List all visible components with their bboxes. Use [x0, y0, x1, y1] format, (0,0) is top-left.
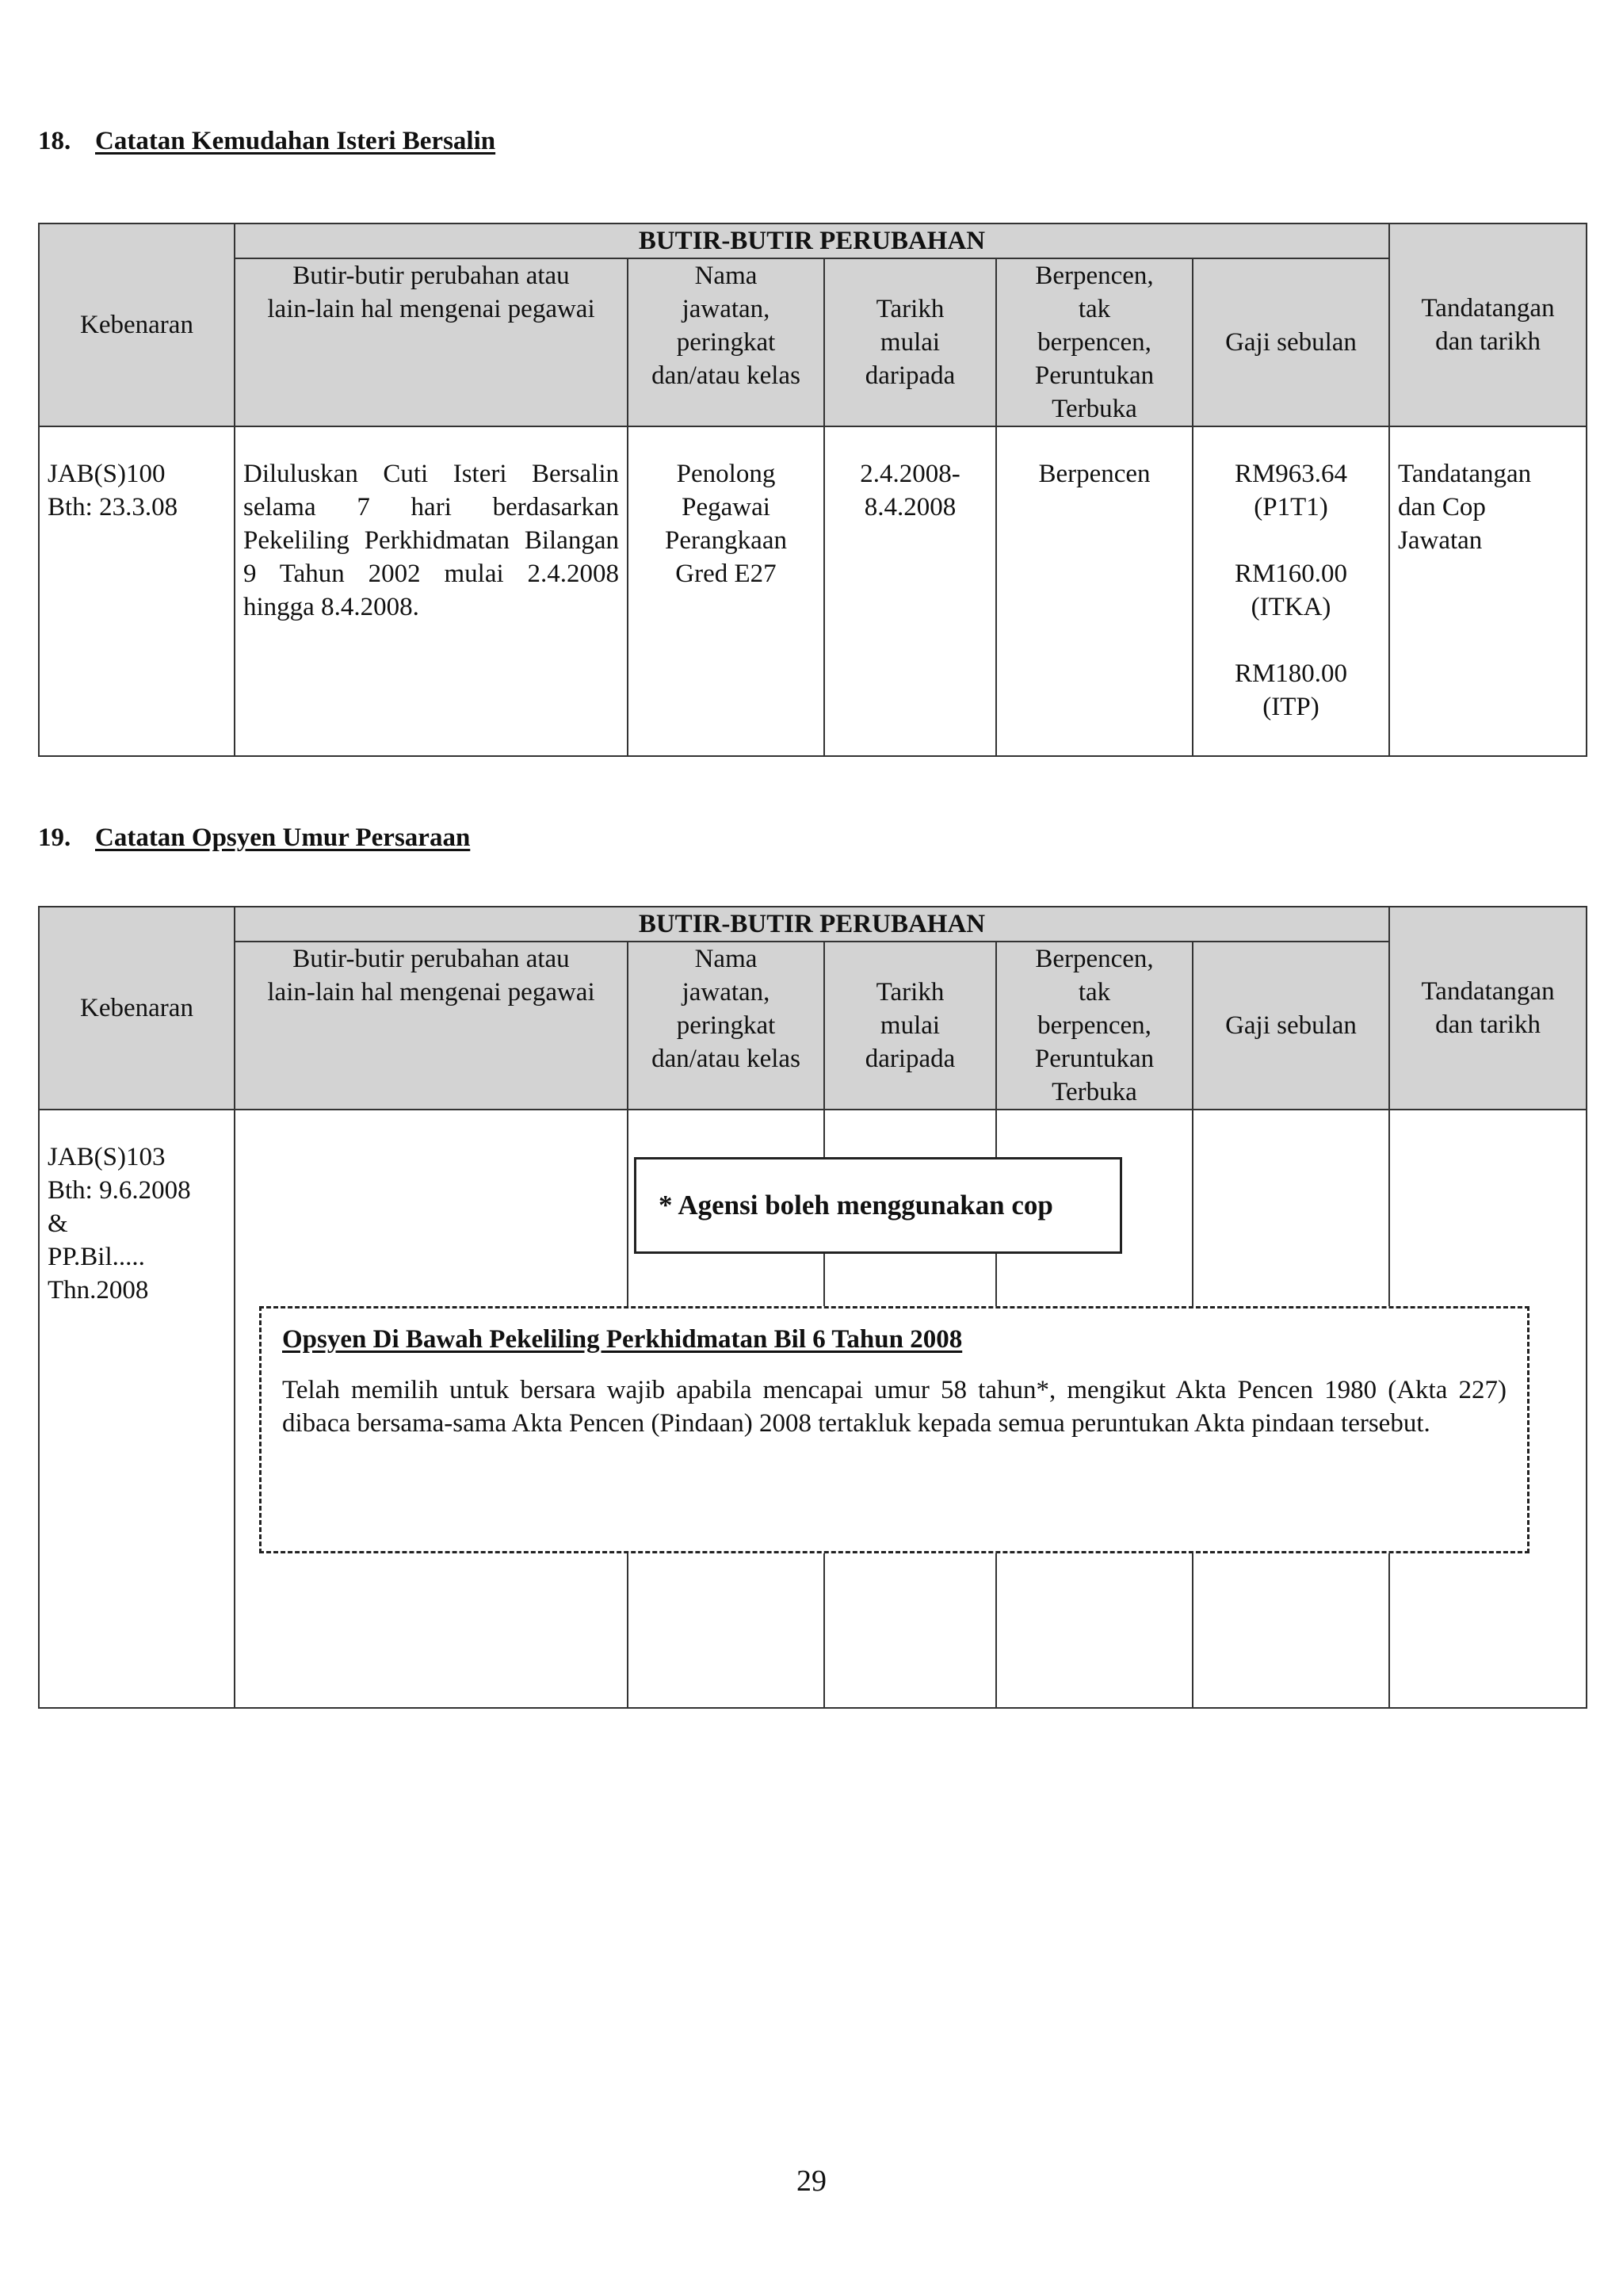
header-kebenaran: Kebenaran	[39, 907, 235, 1110]
section-18-title-text: Catatan Kemudahan Isteri Bersalin	[95, 127, 496, 155]
section-19-title-text: Catatan Opsyen Umur Persaraan	[95, 823, 471, 852]
header-line: jawatan,	[682, 295, 770, 323]
header-line: Tandatangan	[1421, 977, 1555, 1006]
cell-line: PP.Bil.....	[48, 1243, 145, 1271]
agency-stamp-note: * Agensi boleh menggunakan cop	[634, 1157, 1122, 1254]
header-butir-butir-perubahan: BUTIR-BUTIR PERUBAHAN	[235, 223, 1389, 258]
header-nama-jawatan	[628, 942, 824, 1110]
section-19-title	[38, 822, 470, 854]
cell-line: Pegawai	[682, 493, 770, 521]
header-line: Berpencen,	[1035, 262, 1154, 290]
cell-nama-jawatan	[628, 426, 824, 756]
table-subheader-row	[39, 258, 1587, 426]
header-line: peringkat	[676, 1011, 776, 1040]
page-number: 29	[796, 2164, 827, 2198]
cell-kebenaran	[39, 1110, 235, 1708]
cell-line: dan Cop	[1398, 493, 1486, 521]
header-nama-jawatan	[628, 258, 824, 426]
header-line: Peruntukan	[1034, 361, 1155, 390]
table-subheader-row	[39, 942, 1587, 1110]
header-line: Nama	[694, 945, 758, 973]
header-line: Tandatangan	[1421, 294, 1555, 323]
header-line: Terbuka	[1052, 1078, 1137, 1106]
header-line: Tarikh	[876, 978, 945, 1007]
header-line: jawatan,	[682, 978, 770, 1007]
header-butir-butir-perubahan: BUTIR-BUTIR PERUBAHAN	[235, 907, 1389, 942]
header-butir	[235, 942, 628, 1110]
header-gaji-sebulan: Gaji sebulan	[1193, 258, 1389, 426]
section-18-title	[38, 125, 495, 157]
option-body: Telah memilih untuk bersara wajib apabila mencapai umur 58 tahun*, mengikut Akta Pencen 1980 (Akta 227) dibaca bersama-sama Akta Pencen (Pindaan) 2008 tertakluk kepada semua peruntukan Akta pindaan tersebut.	[282, 1376, 1507, 1438]
cell-line: Tandatangan	[1398, 460, 1532, 488]
header-line: mulai	[880, 1011, 941, 1040]
option-title: Opsyen Di Bawah Pekeliling Perkhidmatan Bil 6 Tahun 2008	[282, 1325, 963, 1354]
header-line: lain-lain hal mengenai pegawai	[267, 295, 595, 323]
header-line: Peruntukan	[1034, 1045, 1155, 1073]
header-line: Butir-butir perubahan atau	[292, 262, 570, 290]
cell-line: Perangkaan	[665, 526, 787, 555]
header-line: berpencen,	[1037, 328, 1151, 357]
header-line: lain-lain hal mengenai pegawai	[267, 978, 595, 1007]
cell-line: 8.4.2008	[864, 493, 957, 521]
header-line: Butir-butir perubahan atau	[292, 945, 570, 973]
cell-line: (P1T1)	[1254, 493, 1328, 521]
section-18-table	[38, 223, 1587, 757]
header-tandatangan	[1389, 223, 1587, 426]
header-line: dan tarikh	[1435, 1010, 1541, 1039]
cell-line: JAB(S)100	[48, 460, 166, 488]
cell-kebenaran	[39, 426, 235, 756]
header-line: berpencen,	[1037, 1011, 1151, 1040]
header-kebenaran: Kebenaran	[39, 223, 235, 426]
retirement-option-box	[259, 1306, 1529, 1553]
table-row	[39, 426, 1587, 756]
cell-line: 2.4.2008-	[860, 460, 960, 488]
section-19-number: 19.	[38, 823, 71, 852]
header-tarikh	[824, 258, 996, 426]
table-header-row	[39, 907, 1587, 942]
cell-tarikh	[824, 426, 996, 756]
header-butir	[235, 258, 628, 426]
cell-line: RM180.00	[1234, 659, 1348, 688]
header-berpencen	[996, 942, 1193, 1110]
header-line: mulai	[880, 328, 941, 357]
table-header-row	[39, 223, 1587, 258]
header-line: Tarikh	[876, 295, 945, 323]
cell-line: Bth: 23.3.08	[48, 493, 178, 521]
cell-line: RM160.00	[1234, 560, 1348, 588]
header-gaji-sebulan: Gaji sebulan	[1193, 942, 1389, 1110]
header-line: peringkat	[676, 328, 776, 357]
cell-line: JAB(S)103	[48, 1143, 166, 1171]
section-18-number: 18.	[38, 127, 71, 155]
header-line: Berpencen,	[1035, 945, 1154, 973]
header-line: dan tarikh	[1435, 327, 1541, 356]
cell-line: Penolong	[676, 460, 776, 488]
header-tandatangan	[1389, 907, 1587, 1110]
cell-tandatangan	[1389, 426, 1587, 756]
header-tarikh	[824, 942, 996, 1110]
header-line: daripada	[865, 361, 956, 390]
cell-line: Thn.2008	[48, 1276, 149, 1305]
cell-line: &	[48, 1209, 68, 1238]
header-line: tak	[1078, 978, 1111, 1007]
header-line: Nama	[694, 262, 758, 290]
cell-butir: Diluluskan Cuti Isteri Bersalin selama 7 hari berdasarkan Pekeliling Perkhidmatan Bilangan 9 Tahun 2002 mulai 2.4.2008 hingga 8.4.2008.	[235, 426, 628, 756]
cell-line: Bth: 9.6.2008	[48, 1176, 191, 1205]
cell-line: (ITP)	[1262, 693, 1319, 721]
header-line: tak	[1078, 295, 1111, 323]
header-berpencen	[996, 258, 1193, 426]
cell-berpencen: Berpencen	[996, 426, 1193, 756]
cell-line: Jawatan	[1398, 526, 1483, 555]
header-line: dan/atau kelas	[651, 1045, 800, 1073]
cell-line: RM963.64	[1234, 460, 1348, 488]
header-line: dan/atau kelas	[651, 361, 800, 390]
header-line: daripada	[865, 1045, 956, 1073]
cell-gaji-sebulan	[1193, 426, 1389, 756]
cell-line: Gred E27	[675, 560, 777, 588]
cell-line: (ITKA)	[1251, 593, 1331, 621]
header-line: Terbuka	[1052, 395, 1137, 423]
